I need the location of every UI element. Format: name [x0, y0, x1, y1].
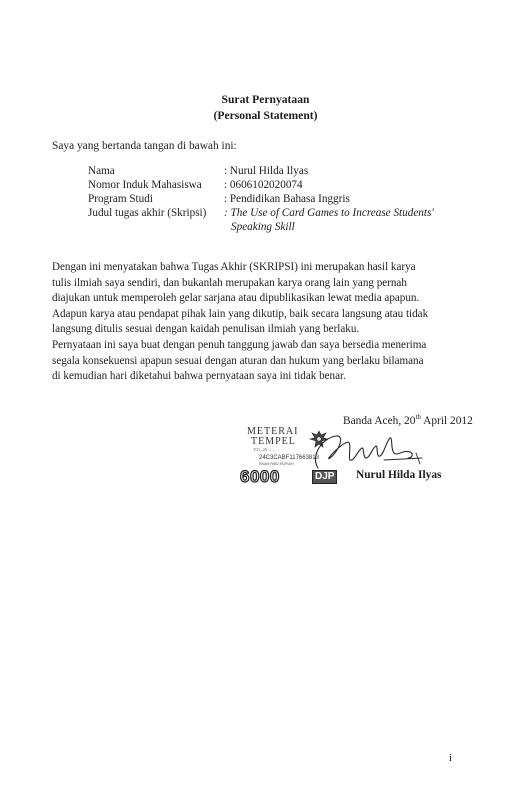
paragraph-1-line: tulis ilmiah saya sendiri, dan bukanlah merupakan karya orang lain yang pernah	[52, 276, 407, 289]
field-value-judul: : The Use of Card Games to Increase Students'	[224, 207, 434, 219]
paragraph-2-line: di kemudian hari diketahui bahwa pernyataan saya ini tidak benar.	[52, 370, 346, 383]
field-value-nama: : Nurul Hilda Ilyas	[224, 165, 309, 177]
signer-name: Nurul Hilda Ilyas	[356, 469, 442, 481]
statement-paragraph-2	[52, 338, 454, 385]
place-date-suffix: April 2012	[420, 414, 473, 427]
place-date-ordinal: th	[415, 413, 421, 421]
field-label-judul: Judul tugas akhir (Skripsi)	[88, 207, 207, 219]
field-label-nim: Nomor Induk Mahasiswa	[88, 179, 202, 191]
stamp-brand: DJP	[312, 470, 337, 484]
statement-paragraph-1	[52, 260, 454, 338]
place-date	[343, 409, 473, 429]
document-title: Surat Pernyataan	[221, 93, 310, 106]
field-value-program-studi: : Pendidikan Bahasa Inggris	[224, 193, 350, 205]
page-number: i	[449, 752, 453, 764]
stamp-small-text-1: TGL. 20 ........	[253, 447, 276, 452]
paragraph-1-line: Adapun karya atau pendapat pihak lain yang dikutip, baik secara langsung atau tidak	[52, 307, 429, 320]
paragraph-1-line: diajukan untuk memperoleh gelar sarjana atau dipublikasikan lewat media apapun.	[52, 292, 420, 305]
stamp-small-text-2: ENAM RIBU RUPIAH	[259, 462, 294, 466]
stamp-value: 6000	[240, 467, 280, 486]
paragraph-1-line: Dengan ini menyatakan bahwa Tugas Akhir (SKRIPSI) ini merupakan hasil karya	[52, 261, 416, 273]
field-label-program-studi: Program Studi	[88, 193, 153, 205]
stamp-line-1: METERAI	[247, 426, 299, 437]
paragraph-1-line: langsung ditulis sesuai dengan kaidah penulisan ilmiah yang berlaku.	[52, 323, 360, 336]
intro-text: Saya yang bertanda tangan di bawah ini:	[52, 140, 237, 152]
stamp-code: 24C3CABF117663813	[259, 455, 319, 461]
document-subtitle: (Personal Statement)	[213, 109, 318, 122]
paragraph-2-line: segala konsekuensi apapun sesuai dengan aturan dan hukum yang berlaku bilamana	[52, 354, 424, 367]
place-date-prefix: Banda Aceh, 20	[343, 414, 416, 427]
field-value-nim: : 0606102020074	[224, 179, 303, 191]
stamp-line-2: TEMPEL	[251, 436, 296, 447]
paragraph-2-line: Pernyataan ini saya buat dengan penuh tanggung jawab dan saya bersedia menerima	[52, 339, 427, 351]
field-label-nama: Nama	[88, 165, 115, 177]
field-value-judul-line2: Speaking Skill	[231, 221, 295, 233]
